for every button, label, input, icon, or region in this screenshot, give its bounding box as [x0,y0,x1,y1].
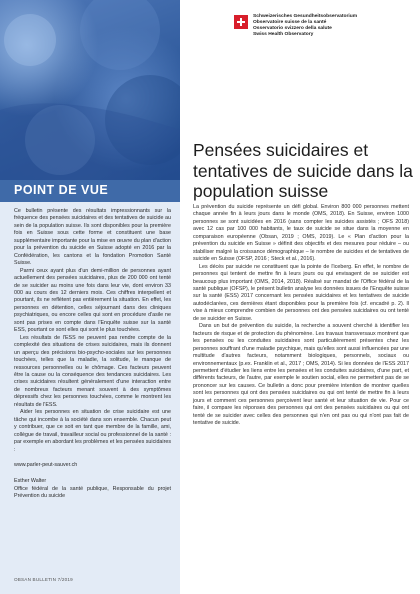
right-paragraph: La prévention du suicide représente un défi global. Environ 800 000 personnes mettent chaque année fin à leurs jours dans le monde (OMS, 2018). En Suisse, environ 1000 personnes se sont suicidées en 2016 (sans compter les suicides assistés ; OFS 2018) avec 12 cas par 100 000 habitants, le taux de suicide se situe dans la moyenne en comparaison européenne (Obsan, 2019 ; OMS, 2019). Le « Plan d'action pour la prévention du suicide en Suisse » définit des objectifs et des mesures pour réduire – ou stabiliser malgré la croissance démographique – le nombre de suicides et de tentatives de suicide en Suisse (OFSP, 2016 ; Steck et al., 2016). [193,204,409,263]
sidebar-panel [0,0,180,594]
logo-line: Osservatorio svizzero della salute [253,25,332,31]
right-paragraph: Dans un but de prévention du suicide, la recherche a souvent cherché à identifier les facteurs de risque et de protection du phénomène. Les travaux transversaux montrent que les pensées ou les conduites suicidaires sont particulièrement présentes chez les personnes souffrant d'une maladie psychique, mais qu'elles sont aussi influencées par une multitude d'autres facteurs, notamment biologiques, personnels, sociaux ou environnementaux (p.ex. Franklin et al., 2017 ; OMS, 2014). Si les données de l'ESS 2017 permettent d'étudier les liens entre les pensées et les conduites suicidaires, d'une part, et différents facteurs, de l'autre, par exemple le soutien social, elles ne permettent pas de se prononcer sur les causes. Ce bulletin a donc pour première intention de montrer quelles sont les personnes qui ont des pensées suicidaires ou qui ont tenté de mettre fin à leurs jours et comment ces personnes perçoivent leur santé et leur situation de vie. Pour ce faire, il compare les réponses des personnes qui ont des pensées suicidaires ou qui ont tenté de se suicider avec celles des personnes qui n'en ont pas ou qui n'ont pas fait de tentative de suicide. [193,323,409,427]
decorative-shapes-icon [0,0,180,180]
author-role: Office fédéral de la santé publique, Responsable du projet Prévention du suicide [14,485,171,500]
right-paragraph: Les décès par suicide ne constituent que la pointe de l'iceberg. En effet, le nombre de personnes qui tentent de mettre fin à leurs jours ou qui envisagent de se suicider est beaucoup plus important (OMS, 2014, 2018). Réalisé sur mandat de l'Office fédéral de la santé publique (OFSP), le présent bulletin analyse les données issues de l'Enquête suisse sur la santé (ESS) 2017 concernant les pensées suicidaires et les tentatives de suicide autodéclarées, ces dernières étant disponibles pour la première fois (cf. encadré p. 2). Il vise à mieux comprendre combien de personnes ont des pensées suicidaires ou ont tenté de se suicider en Suisse. [193,263,409,322]
page-title: Pensées suicidaires et tentatives de suicide dans la population suisse [193,140,413,201]
section-label: POINT DE VUE [14,183,109,197]
logo-text [253,14,357,38]
section-band [0,180,180,202]
left-paragraph: Les résultats de l'ESS ne peuvent pas rendre compte de la complexité des situations de crises suicidaires, mais ils donnent un aperçu des précisions bio-psycho-sociales sur les personnes touchées, telles que la maladie, la solitude, le manque de ressources personnelles ou le chômage. Ces facteurs peuvent être la cause ou la conséquence des tendances suicidaires. Les crises suicidaires résultent généralement d'une interaction entre de nombreux facteurs menant souvent à des symptômes dépressifs chez les personnes touchées, comme le montrent les résultats de l'ESS. [14,334,171,408]
left-paragraph: Ce bulletin présente des résultats impressionnants sur la fréquence des pensées suicidaires et des tentatives de suicide au sein de la population suisse. Ils sont disponibles pour la première fois en Suisse sous cette forme et constituent une base supplémentaire importante pour la mise en œuvre du plan d'action pour la prévention du suicide en Suisse adopté en 2016 par la Confédération, les cantons et la fondation Promotion Santé Suisse. [14,208,171,267]
logo-line: Observatoire suisse de la santé [253,19,327,25]
left-paragraph: Parmi ceux ayant plus d'un demi-million de personnes ayant actuellement des pensées suicidaires, plus de 200 000 ont tenté de se suicider au moins une fois dans leur vie, dont environ 33 000 au cours des 12 derniers mois. Ces chiffres interpellent et pourtant, ils ne reflètent pas entièrement la situation. En effet, les personnes en détention, celles séjournant dans des cliniques psychiatriques, ou encore celles qui sont en procédure d'asile ne sont pas prises en compte dans l'Enquête suisse sur la santé ESS, pourtant ce sont elles qui sont le plus touchées. [14,267,171,334]
swiss-cross-icon [234,15,248,29]
logo-line: Schweizerisches Gesundheitsobservatorium [253,14,358,19]
hero-image [0,0,180,180]
left-paragraph: Aider les personnes en situation de crise suicidaire est une tâche qui incombe à la société dans son ensemble. Chacun peut y contribuer, que ce soit en tant que membre de la famille, ami, collègue de travail, travailleur social ou professionnel de la santé : par exemple en abordant les problèmes et les pensées suicidaires : [14,409,171,453]
author-name: Esther Walter [14,478,47,485]
footer-label: OBSAN BULLETIN 7/2019 [14,577,73,582]
logo-line: Swiss Health Observatory [253,31,314,37]
institution-logo [234,13,409,49]
campaign-url-link[interactable]: www.parler-peut-sauver.ch [14,461,78,468]
right-column-text [193,204,409,428]
left-column-text [14,208,171,501]
